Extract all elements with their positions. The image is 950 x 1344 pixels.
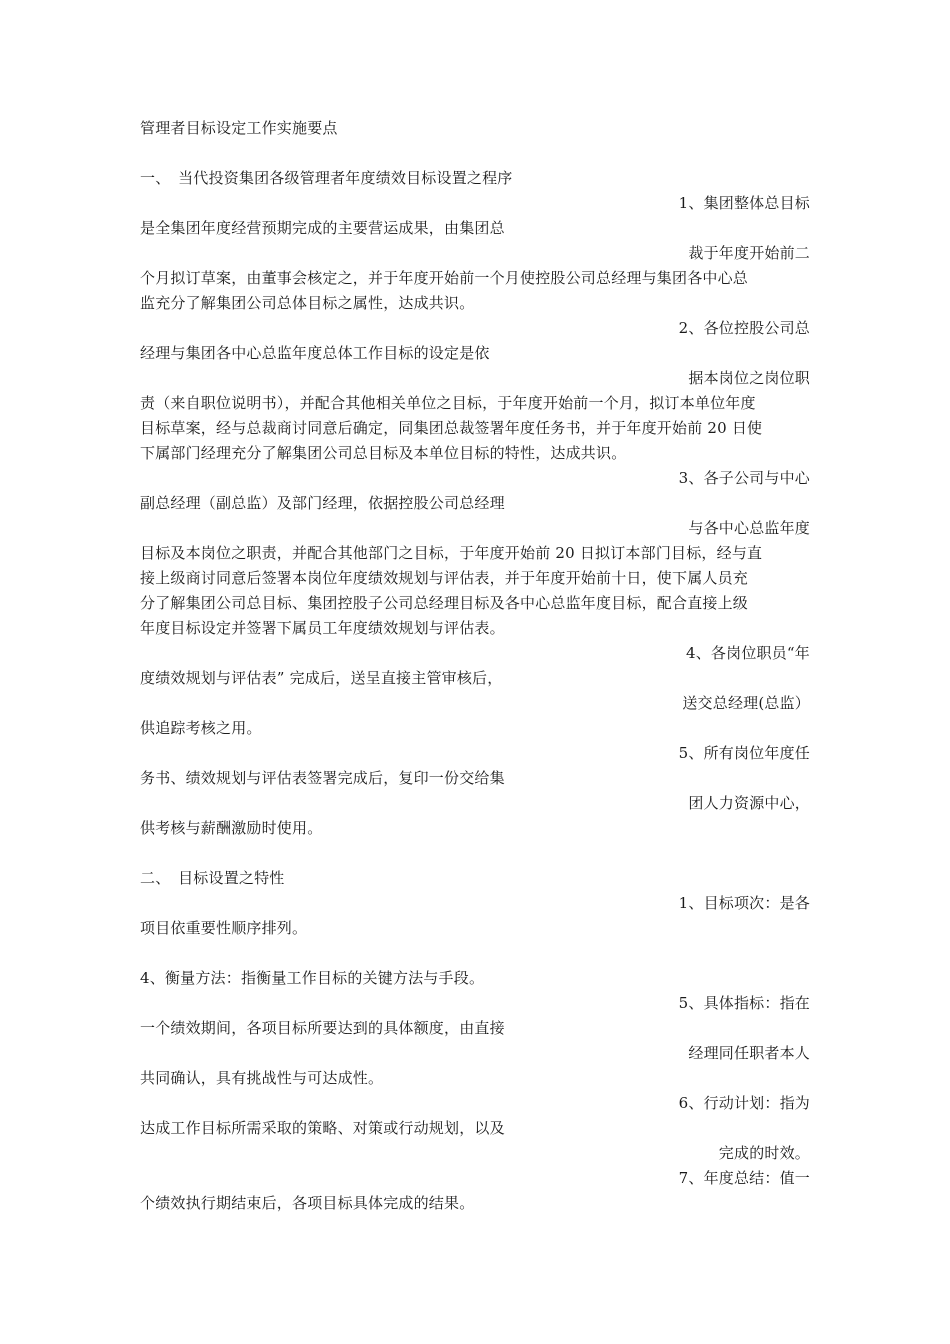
s1-p3-line-f: 分了解集团公司总目标、集团控股子公司总经理目标及各中心总监年度目标，配合直接上级 [140, 594, 749, 612]
s1-p5-line-c: 团人力资源中心， [688, 794, 810, 812]
s2-item4: 4、衡量方法：指衡量工作目标的关键方法与手段。 [140, 969, 485, 987]
s1-p5-line-b: 务书、绩效规划与评估表签署完成后，复印一份交给集 [140, 769, 505, 787]
s1-p4-line-c: 送交总经理(总监） [682, 694, 810, 712]
s2-item1-line-b: 项目依重要性顺序排列。 [140, 919, 308, 937]
s2-item5-line-a: 5、具体指标：指在 [678, 994, 810, 1012]
section-1-heading: 一、 当代投资集团各级管理者年度绩效目标设置之程序 [140, 169, 513, 187]
s2-item7-line-a: 7、年度总结：值一 [678, 1169, 810, 1187]
s1-p3-line-e: 接上级商讨同意后签署本岗位年度绩效规划与评估表，并于年度开始前十日，使下属人员充 [140, 569, 749, 587]
s2-item5-line-b: 一个绩效期间，各项目标所要达到的具体额度，由直接 [140, 1019, 505, 1037]
s1-p2-line-c: 据本岗位之岗位职 [688, 369, 810, 387]
s1-p3-line-d: 目标及本岗位之职责，并配合其他部门之目标，于年度开始前 20 日拟订本部门目标，经与直 [140, 544, 763, 562]
s1-p5-line-d: 供考核与薪酬激励时使用。 [140, 819, 323, 837]
s2-item7-line-b: 个绩效执行期结束后，各项目标具体完成的结果。 [140, 1194, 475, 1212]
s1-p1-line-b: 是全集团年度经营预期完成的主要营运成果，由集团总 [140, 219, 505, 237]
s1-p3-line-b: 副总经理（副总监）及部门经理，依据控股公司总经理 [140, 494, 505, 512]
s1-p1-line-e: 监充分了解集团公司总体目标之属性，达成共识。 [140, 294, 475, 312]
s1-p2-line-e: 目标草案，经与总裁商讨同意后确定，同集团总裁签署年度任务书，并于年度开始前 20 日使 [140, 419, 763, 437]
s1-p3-line-a: 3、各子公司与中心 [678, 469, 810, 487]
section-2-heading: 二、 目标设置之特性 [140, 869, 285, 887]
s1-p2-line-f: 下属部门经理充分了解集团公司总目标及本单位目标的特性，达成共识。 [140, 444, 627, 462]
s2-item5-line-c: 经理同任职者本人 [688, 1044, 810, 1062]
s1-p1-line-d: 个月拟订草案，由董事会核定之，并于年度开始前一个月使控股公司总经理与集团各中心总 [140, 269, 749, 287]
s1-p1-line-a: 1、集团整体总目标 [678, 194, 810, 212]
doc-title: 管理者目标设定工作实施要点 [140, 119, 338, 137]
s1-p4-line-d: 供追踪考核之用。 [140, 719, 262, 737]
s1-p3-line-c: 与各中心总监年度 [688, 519, 810, 537]
s1-p4-line-a: 4、各岗位职员“年 [685, 644, 810, 662]
s1-p1-line-c: 裁于年度开始前二 [688, 244, 810, 262]
s1-p5-line-a: 5、所有岗位年度任 [678, 744, 810, 762]
s2-item6-line-b: 达成工作目标所需采取的策略、对策或行动规划，以及 [140, 1119, 505, 1137]
s2-item6-line-a: 6、行动计划：指为 [678, 1094, 810, 1112]
s2-item6-line-c: 完成的时效。 [718, 1144, 810, 1162]
s1-p2-line-a: 2、各位控股公司总 [678, 319, 810, 337]
s1-p2-line-b: 经理与集团各中心总监年度总体工作目标的设定是依 [140, 344, 490, 362]
s1-p4-line-b: 度绩效规划与评估表” 完成后，送呈直接主管审核后， [140, 669, 503, 687]
s1-p2-line-d: 责（来自职位说明书），并配合其他相关单位之目标，于年度开始前一个月，拟订本单位年度 [140, 394, 756, 412]
s2-item1-line-a: 1、目标项次：是各 [678, 894, 810, 912]
s1-p3-line-g: 年度目标设定并签署下属员工年度绩效规划与评估表。 [140, 619, 505, 637]
s2-item5-line-d: 共同确认，具有挑战性与可达成性。 [140, 1069, 384, 1087]
